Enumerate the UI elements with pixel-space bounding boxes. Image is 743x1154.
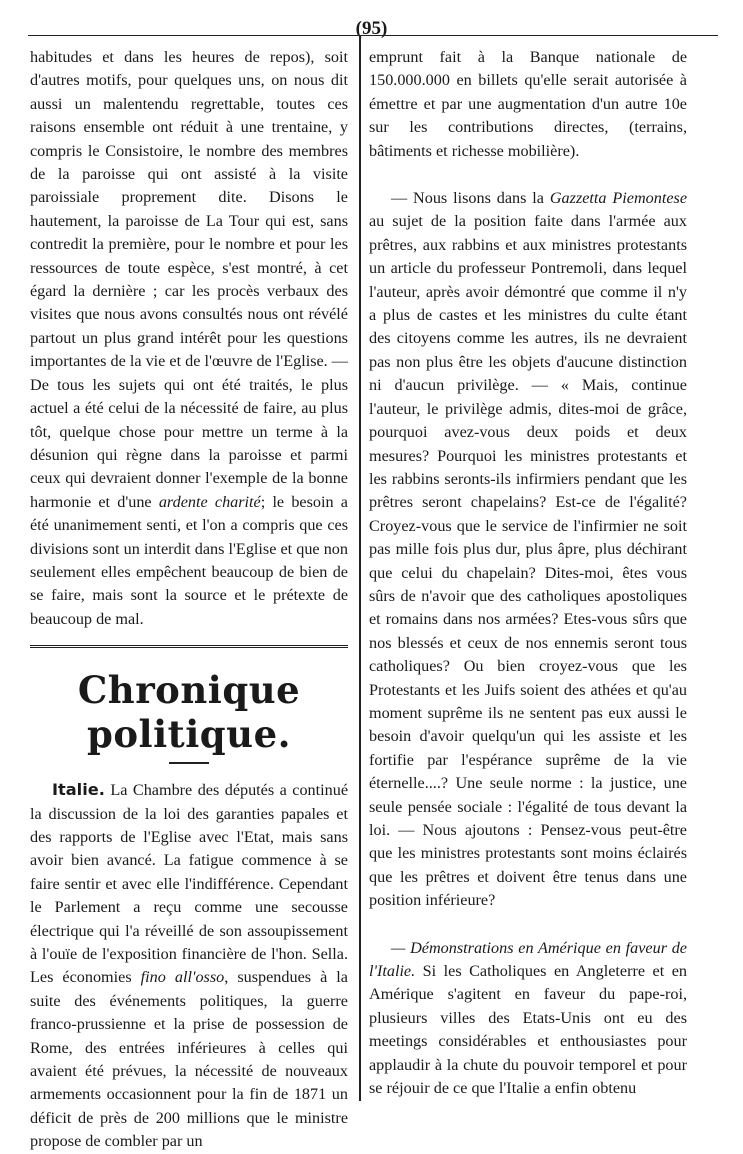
- section-title: Chronique politique.: [77, 668, 301, 757]
- paragraph-gap: [369, 913, 687, 937]
- demo-heading: — Démonstrations en Amérique en faveur de l'Italie.: [369, 938, 687, 981]
- right-column: [369, 46, 687, 1100]
- header-rule: [28, 35, 718, 36]
- visit-text: habitudes et dans les heures de repos), soit d'autres motifs, pour quelques uns, on nous dit aussi un malentendu regrettable, toutes ces raisons ensemble ont réduit à une trentaine, y compris le Consistoire, le nombre des membres de la paroisse qui ont assisté à la visite paroissiale proprement dite. Disons le hautement, la paroisse de La Tour qui est, sans contredit la première, pour le nombre et pour les ressources de toute espèce, s'est montré, à cet égard la dernière ; car les procès verbaux des visites que nous avons consultés nous ont révélé partout un plus grand intérêt pour les questions importantes de la vie et de l'œuvre de l'Eglise. — De tous les sujets qui ont été traités, le plus actuel a été celui de la nécessité de faire, au plus tôt, quelque chose pour mettre un terme à la désunion qui règne dans la paroisse et parmi ceux qui devraient donner l'exemple de la bonne harmonie et d'une: [30, 48, 348, 511]
- title-ornament: [169, 762, 209, 764]
- italy-paragraph: [30, 778, 348, 1154]
- italy-heading: Italie.: [52, 780, 105, 800]
- gazzetta-paragraph: [369, 187, 687, 913]
- page-number: (95): [355, 18, 388, 39]
- paragraph-gap: [369, 163, 687, 187]
- visit-paragraph: [30, 46, 348, 631]
- loan-paragraph: emprunt fait à la Banque nationale de 150.000.000 en billets qu'elle serait autorisée à émettre et par une augmentation d'un autre 10e sur les contributions directes, (terrains, bâtiments et richesse mobilière).: [369, 48, 687, 160]
- visit-emphasis: ardente charité: [158, 492, 261, 511]
- gazzetta-lead: — Nous lisons dans la: [391, 189, 550, 208]
- demo-paragraph: [369, 937, 687, 1101]
- left-column: [30, 46, 348, 1154]
- italy-text: La Chambre des députés a continué la discussion de la loi des garanties papales et des rapports de l'Eglise avec l'Etat, mais sans avoir bien avancé. La fatigue commence à se faire sentir et avec elle l'indifférence. Cependant le Parlement a reçu comme une secousse électrique qui l'a réveillé de son assoupissement à l'ouïe de l'exposition financière de l'hon. Sella. Les économies: [30, 781, 348, 987]
- italy-emphasis: fino all'osso: [140, 968, 225, 987]
- italy-tail: , suspendues à la suite des événements politiques, la guerre franco-prussienne et la prise de possession de Rome, des entrées inférieures à celles qui avaient été prévues, la nécessité de nouveaux armements occasionnent pour la fin de 1871 un déficit de près de 200 millions que le ministre propose de combler par un: [30, 968, 348, 1151]
- gazzetta-text: au sujet de la position faite dans l'armée aux prêtres, aux rabbins et aux ministres protestants un article du professeur Pontremoli, dans lequel l'auteur, après avoir démontré que comme il n'y a plus de castes et les ministres du culte étant des citoyens comme les autres, ils ne devraient pas non plus être les objets d'aucune distinction ni d'aucun privilège. — « Mais, continue l'auteur, le privilège admis, dites-moi de grâce, pourquoi avez-vous deux poids et deux mesures? Pourquoi les ministres protestants et les rabbins seronts-ils infirmiers pendant que les prêtres seront chapelains? Est-ce de l'égalité? Croyez-vous que le service de l'infirmier ne soit pas mille fois plus dur, plus âpre, plus déchirant que celui du chapelain? Dites-moi, êtes vous sûrs de n'avoir que des catholiques apostoliques et romains dans nos armées? Etes-vous sûrs que nos blessés et ceux de nos ennemis seront tous catholiques? Ou bien croyez-vous que les Protestants et les Juifs soient des athées et qu'au moment suprême ils ne sentent pas eux aussi le besoin d'avoir quelqu'un qui les assiste et les fortifie par l'espérance suprême de la vie éternelle....? Une seule norme : la justice, une seule pensée sociale : l'égalité de tous devant la loi. — Nous ajoutons : Pensez-vous peut-être que les ministres protestants sont moins éclairés que les prêtres et doivent être tenus dans une position inférieure?: [369, 212, 687, 910]
- section-rule: [30, 645, 348, 648]
- gazzetta-title: Gazzetta Piemontese: [549, 189, 687, 208]
- visit-tail: ; le besoin a été unanimement senti, et l'on a compris que ces divisions sont un interdit dans l'Eglise et que non seulement elles empêchent beaucoup de bien de se faire, mais sont la source et le prétexte de beaucoup de mal.: [30, 492, 348, 628]
- column-divider: [359, 36, 361, 1101]
- demo-text: Si les Catholiques en Angleterre et en Amérique s'agitent en faveur du pape-roi, plusieurs villes des Etats-Unis ont eu des meetings considérables et enthousiastes pour applaudir à la chute du pouvoir temporel et pour se réjouir de ce que l'Italie a enfin obtenu: [369, 962, 687, 1098]
